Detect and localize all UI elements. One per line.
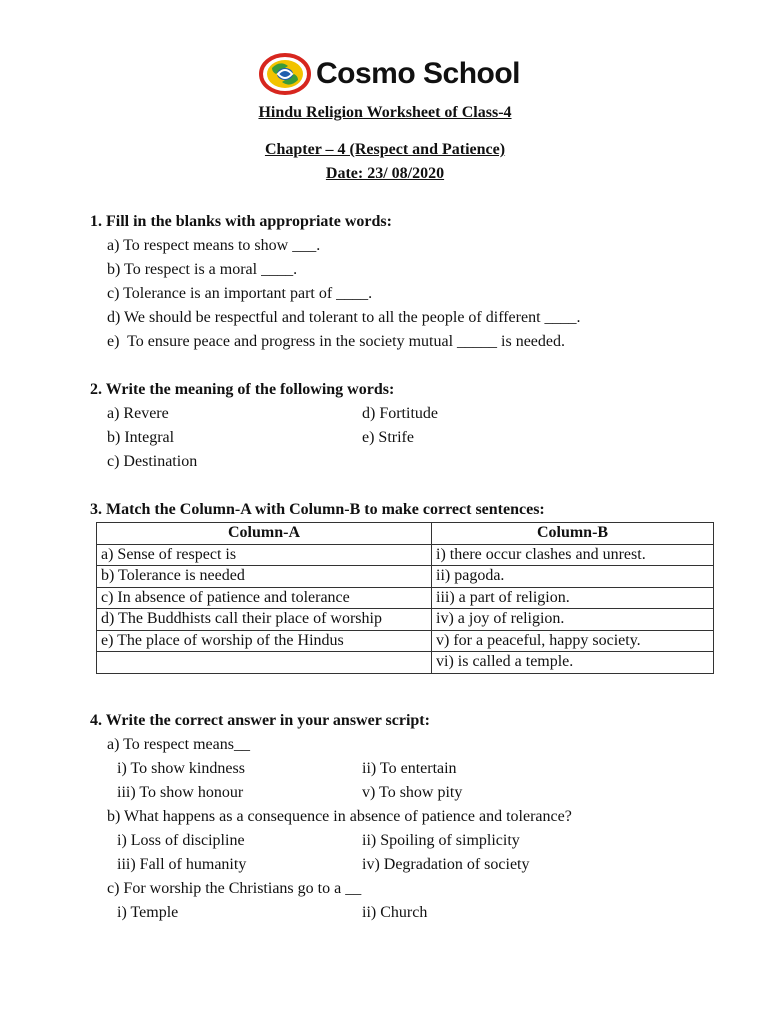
q1-item: b) To respect is a moral ____. [107, 261, 298, 278]
q2-word: e) Strife [362, 429, 414, 446]
q1-item: d) We should be respectful and tolerant to all the people of different ____. [107, 309, 581, 326]
q2-word: b) Integral [107, 429, 175, 446]
column-b-cell: v) for a peaceful, happy society. [432, 630, 714, 652]
q4-option: ii) To entertain [362, 760, 457, 777]
q4-option: ii) Church [362, 904, 428, 921]
q4-question: a) To respect means__ [107, 736, 250, 753]
column-b-header: Column-B [432, 523, 714, 545]
worksheet-title: Hindu Religion Worksheet of Class-4 [258, 104, 512, 121]
table-header-row [97, 523, 714, 545]
matching-table [96, 522, 714, 674]
q4-option: i) Temple [117, 904, 179, 921]
q1-heading: 1. Fill in the blanks with appropriate words: [90, 213, 392, 230]
q2-word: c) Destination [107, 453, 198, 470]
q2-word: d) Fortitude [362, 405, 438, 422]
cosmo-globe-icon [258, 52, 312, 96]
column-b-cell: vi) is called a temple. [432, 652, 714, 674]
table-row [97, 609, 714, 631]
column-a-cell: b) Tolerance is needed [97, 566, 432, 588]
q4-option: i) Loss of discipline [117, 832, 245, 849]
table-row [97, 630, 714, 652]
column-b-cell: ii) pagoda. [432, 566, 714, 588]
table-row [97, 652, 714, 674]
q4-option: iii) Fall of humanity [117, 856, 247, 873]
q1-item: e) To ensure peace and progress in the society mutual _____ is needed. [107, 333, 565, 350]
q4-heading: 4. Write the correct answer in your answer script: [90, 712, 430, 729]
table-row [97, 566, 714, 588]
q4-question: c) For worship the Christians go to a __ [107, 880, 362, 897]
q3-heading: 3. Match the Column-A with Column-B to make correct sentences: [90, 501, 545, 518]
q4-option: iv) Degradation of society [362, 856, 530, 873]
column-b-cell: i) there occur clashes and unrest. [432, 544, 714, 566]
column-a-cell: c) In absence of patience and tolerance [97, 587, 432, 609]
column-a-header: Column-A [97, 523, 432, 545]
column-b-cell: iv) a joy of religion. [432, 609, 714, 631]
column-b-cell: iii) a part of religion. [432, 587, 714, 609]
school-logo [258, 52, 520, 96]
q4-option: ii) Spoiling of simplicity [362, 832, 520, 849]
table-row [97, 544, 714, 566]
q4-option: v) To show pity [362, 784, 463, 801]
q1-item: c) Tolerance is an important part of ____. [107, 285, 373, 302]
q2-word: a) Revere [107, 405, 169, 422]
q4-question: b) What happens as a consequence in absence of patience and tolerance? [107, 808, 572, 825]
q2-heading: 2. Write the meaning of the following words: [90, 381, 395, 398]
table-row [97, 587, 714, 609]
column-a-cell: d) The Buddhists call their place of worship [97, 609, 432, 631]
chapter-title: Chapter – 4 (Respect and Patience) [264, 141, 506, 158]
q4-option: iii) To show honour [117, 784, 244, 801]
column-a-cell [97, 652, 432, 674]
school-name: Cosmo School [316, 57, 521, 90]
q1-item: a) To respect means to show ___. [107, 237, 321, 254]
column-a-cell: a) Sense of respect is [97, 544, 432, 566]
worksheet-date: Date: 23/ 08/2020 [325, 165, 445, 182]
column-a-cell: e) The place of worship of the Hindus [97, 630, 432, 652]
q4-option: i) To show kindness [117, 760, 245, 777]
